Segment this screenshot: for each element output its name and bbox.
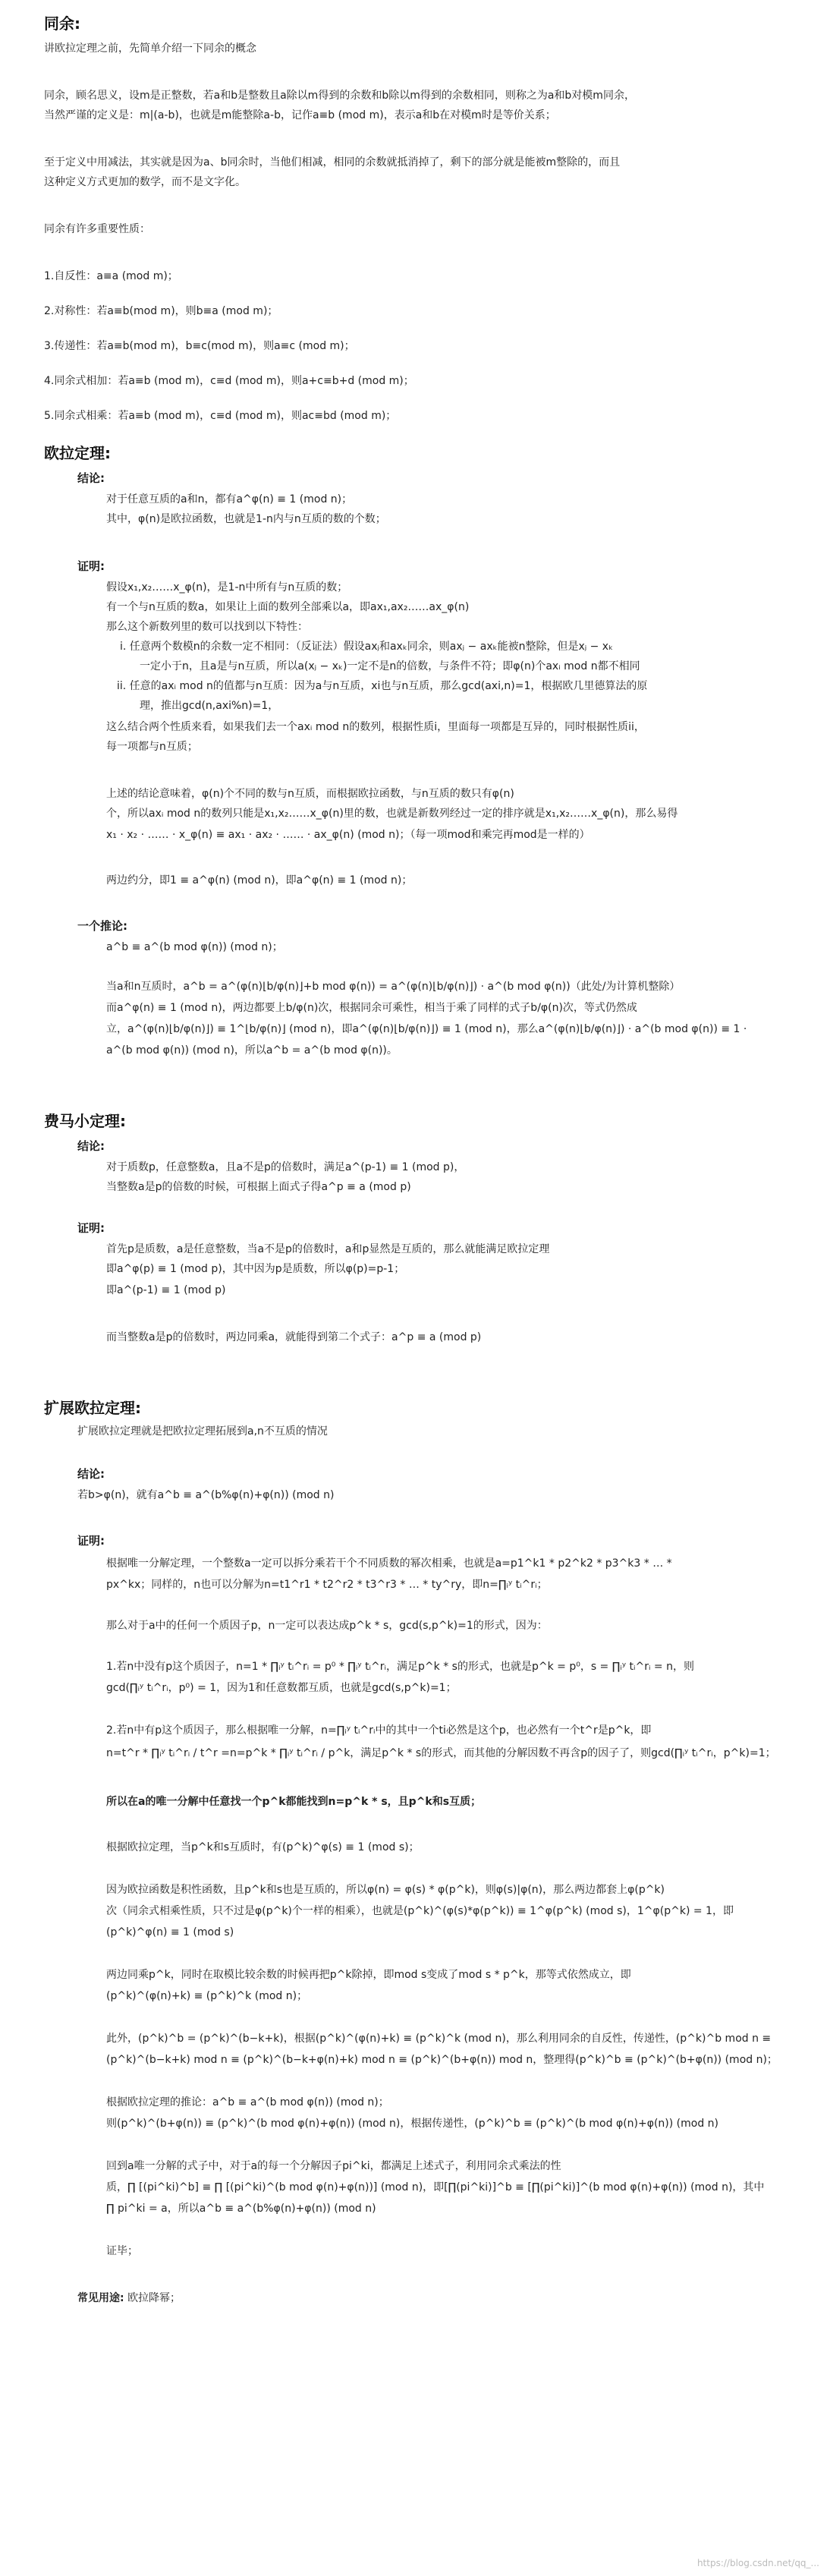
text-line: 上述的结论意味着，φ(n)个不同的数与n互质，而根据欧拉函数，与n互质的数只有φ(n) bbox=[106, 788, 514, 800]
section-title-fermat: 费马小定理: bbox=[44, 1112, 126, 1130]
text-line: (p^k)^(b−k+k) mod n ≡ (p^k)^(b−k+φ(n)+k) mod n ≡ (p^k)^(b+φ(n)) mod n，整理得(p^k)^b ≡ (p^k)^(b+φ(n)) (mod n)； bbox=[106, 2054, 778, 2066]
text-line: 假设x₁,x₂……x_φ(n)，是1-n中所有与n互质的数； bbox=[106, 581, 348, 594]
conclusion-label: 结论: bbox=[77, 471, 105, 485]
text-line: 那么对于a中的任何一个质因子p，n一定可以表达成p^k * s，gcd(s,p^k)=1的形式，因为： bbox=[106, 1620, 548, 1632]
proof-label: 证明: bbox=[77, 559, 105, 573]
text-line: 而a^φ(n) ≡ 1 (mod n)，两边都要上b/φ(n)次，根据同余可乘性，相当于乘了同样的式子b/φ(n)次，等式仍然成 bbox=[106, 1002, 637, 1014]
section-title-congruence: 同余: bbox=[44, 14, 80, 33]
formula-line: a^b ≡ a^(b mod φ(n)) (mod n)； bbox=[106, 941, 283, 953]
text-line: 每一项都与n互质； bbox=[106, 741, 198, 753]
text-line: 这么结合两个性质来看，如果我们去一个axᵢ mod n的数列，根据性质i，里面每一项都是互异的，同时根据性质ii， bbox=[106, 721, 645, 733]
section-title-extended-euler: 扩展欧拉定理: bbox=[44, 1399, 141, 1417]
text-line: 当整数a是p的倍数的时候，可根据上面式子得a^p ≡ a (mod p) bbox=[106, 1181, 411, 1193]
formula-line: (p^k)^φ(n) ≡ 1 (mod s) bbox=[106, 1926, 234, 1938]
text-line: 即a^(p-1) ≡ 1 (mod p) bbox=[106, 1284, 226, 1296]
text-line: 个，所以axᵢ mod n的数列只能是x₁,x₂……x_φ(n)里的数，也就是新数列经过一定的排序就是x₁,x₂……x_φ(n)，那么易得 bbox=[106, 808, 678, 820]
list-item: 5.同余式相乘：若a≡b (mod m)，c≡d (mod m)，则ac≡bd (mod m)； bbox=[44, 410, 397, 422]
section-title-euler: 欧拉定理: bbox=[44, 444, 111, 462]
formula-line: 若b>φ(n)，就有a^b ≡ a^(b%φ(n)+φ(n)) (mod n) bbox=[77, 1489, 335, 1501]
formula-line: (p^k)^(φ(n)+k) ≡ (p^k)^k (mod n)； bbox=[106, 1990, 308, 2002]
list-item: 1.自反性：a≡a (mod m)； bbox=[44, 270, 178, 282]
watermark: https://blog.csdn.net/qq_... bbox=[696, 2558, 819, 2568]
text-line: 质，∏ [(pi^ki)^b] ≡ ∏ [(pi^ki)^(b mod φ(n)+φ(n))] (mod n)，即[∏(pi^ki)]^b ≡ [∏(pi^ki)]^(b mod φ(n)+φ(n)) (mod n)，其中 bbox=[106, 2181, 765, 2193]
text-line: 同余有许多重要性质： bbox=[44, 223, 150, 235]
proof-label: 证明: bbox=[77, 1221, 105, 1235]
text-line: 回到a唯一分解的式子中，对于a的每一个分解因子pi^ki，都满足上述式子，利用同余式乘法的性 bbox=[106, 2160, 561, 2172]
formula-line: ∏ pi^ki = a，所以a^b ≡ a^(b%φ(n)+φ(n)) (mod n) bbox=[106, 2203, 376, 2215]
text-line: 扩展欧拉定理就是把欧拉定理拓展到a,n不互质的情况 bbox=[77, 1425, 328, 1438]
conclusion-label: 结论: bbox=[77, 1467, 105, 1481]
formula-line: 两边约分，即1 ≡ a^φ(n) (mod n)，即a^φ(n) ≡ 1 (mod n)； bbox=[106, 874, 413, 886]
text-line: n=t^r * ∏ᵢʸ tᵢ^rᵢ / t^r =n=p^k * ∏ᵢʸ tᵢ^rᵢ / p^k，满足p^k * s的形式，而其他的分解因数不再含p的因子了，则gcd(∏ᵢʸ tᵢ^rᵢ，p^k)=1； bbox=[106, 1747, 776, 1759]
text-line: 1.若n中没有p这个质因子，n=1 * ∏ᵢʸ tᵢ^rᵢ = p⁰ * ∏ᵢʸ tᵢ^rᵢ，满足p^k * s的形式，也就是p^k = p⁰，s = ∏ᵢʸ tᵢ^rᵢ = n，则 bbox=[106, 1661, 694, 1673]
text-line: 理，推出gcd(n,axi%n)=1， bbox=[140, 700, 279, 712]
text-line: 对于质数p，任意整数a，且a不是p的倍数时，满足a^(p-1) ≡ 1 (mod p)， bbox=[106, 1161, 465, 1173]
formula-line: x₁ · x₂ · …… · x_φ(n) ≡ ax₁ · ax₂ · …… · ax_φ(n) (mod n)；（每一项mod和乘完再mod是一样的） bbox=[106, 829, 590, 841]
text-line: 根据唯一分解定理，一个整数a一定可以拆分乘若干个不同质数的幂次相乘，也就是a=p1^k1 * p2^k2 * p3^k3 * … * bbox=[106, 1557, 672, 1570]
text-line: 此外，(p^k)^b = (p^k)^(b−k+k)，根据(p^k)^(φ(n)+k) ≡ (p^k)^k (mod n)，那么利用同余的自反性，传递性，(p^k)^b mod n ≡ bbox=[106, 2033, 772, 2045]
key-statement: 所以在a的唯一分解中任意找一个p^k都能找到n=p^k * s，且p^k和s互质； bbox=[106, 1796, 482, 1808]
text-line: 证毕； bbox=[106, 2245, 138, 2257]
usage-label: 常见用途: bbox=[77, 2292, 124, 2304]
list-item: 2.对称性：若a≡b(mod m)，则b≡a (mod m)； bbox=[44, 305, 278, 317]
usage-text: 欧拉降幂； bbox=[127, 2292, 181, 2304]
list-item: 4.同余式相加：若a≡b (mod m)，c≡d (mod m)，则a+c≡b+d (mod m)； bbox=[44, 375, 414, 387]
text-line: 根据欧拉定理的推论：a^b ≡ a^(b mod φ(n)) (mod n)； bbox=[106, 2096, 389, 2108]
text-line: 因为欧拉函数是积性函数，且p^k和s也是互质的，所以φ(n) = φ(s) * φ(p^k)，则φ(s)|φ(n)，那么两边都套上φ(p^k) bbox=[106, 1884, 665, 1896]
text-line: px^kx；同样的，n也可以分解为n=t1^r1 * t2^r2 * t3^r3 * … * ty^ry，即n=∏ᵢʸ tᵢ^rᵢ； bbox=[106, 1579, 548, 1591]
text-line: 有一个与n互质的数a，如果让上面的数列全部乘以a，即ax₁,ax₂……ax_φ(n) bbox=[106, 601, 470, 613]
text-line: 这种定义方式更加的数学，而不是文字化。 bbox=[44, 176, 246, 188]
text-line: 同余，顾名思义，设m是正整数，若a和b是整数且a除以m得到的余数和b除以m得到的余数相同，则称之为a和b对模m同余， bbox=[44, 90, 635, 102]
text-line: 两边同乘p^k，同时在取模比较余数的时候再把p^k除掉，即mod s变成了mod s * p^k，那等式依然成立，即 bbox=[106, 1969, 631, 1981]
text-line: 至于定义中用减法，其实就是因为a、b同余时，当他们相减，相同的余数就抵消掉了，剩下的部分就是能被m整除的，而且 bbox=[44, 156, 621, 168]
text-line: 那么这个新数列里的数可以找到以下特性： bbox=[106, 621, 308, 633]
conclusion-label: 结论: bbox=[77, 1139, 105, 1153]
text-line: 而当整数a是p的倍数时，两边同乘a，就能得到第二个式子：a^p ≡ a (mod p) bbox=[106, 1331, 482, 1343]
text-line: ii. 任意的axᵢ mod n的值都与n互质：因为a与n互质，xi也与n互质，那么gcd(axi,n)=1，根据欧几里德算法的原 bbox=[117, 680, 648, 692]
text-line: 2.若n中有p这个质因子，那么根据唯一分解，n=∏ᵢʸ tᵢ^rᵢ中的其中一个ti必然是这个p，也必然有一个t^r是p^k，即 bbox=[106, 1724, 652, 1737]
list-item: 3.传递性：若a≡b(mod m)，b≡c(mod m)，则a≡c (mod m)； bbox=[44, 340, 355, 352]
text-line: 一定小于n，且a是与n互质，所以a(xⱼ − xₖ)一定不是n的倍数，与条件不符；即φ(n)个axᵢ mod n都不相同 bbox=[140, 660, 640, 672]
text-line: 立，a^(φ(n)⌊b/φ(n)⌋) ≡ 1^⌊b/φ(n)⌋ (mod n)，即a^(φ(n)⌊b/φ(n)⌋) ≡ 1 (mod n)，那么a^(φ(n)⌊b/φ(n)⌋) · a^(b mod φ(n)) ≡ 1 · bbox=[106, 1023, 747, 1035]
text-line: 当然严谨的定义是：m|(a-b)，也就是m能整除a-b，记作a≡b (mod m)，表示a和b在对模m时是等价关系； bbox=[44, 109, 556, 121]
text-line: 根据欧拉定理，当p^k和s互质时，有(p^k)^φ(s) ≡ 1 (mod s)； bbox=[106, 1841, 420, 1853]
corollary-label: 一个推论: bbox=[77, 919, 127, 933]
text-line: 首先p是质数，a是任意整数，当a不是p的倍数时，a和p显然是互质的，那么就能满足欧拉定理 bbox=[106, 1243, 550, 1255]
text-line: 其中，φ(n)是欧拉函数，也就是1-n内与n互质的数的个数； bbox=[106, 513, 386, 525]
proof-label: 证明: bbox=[77, 1534, 105, 1548]
text-line: gcd(∏ᵢʸ tᵢ^rᵢ，p⁰) = 1，因为1和任意数都互质，也就是gcd(s,p^k)=1； bbox=[106, 1682, 457, 1694]
text-line: 讲欧拉定理之前，先简单介绍一下同余的概念 bbox=[44, 43, 256, 55]
text-line: 对于任意互质的a和n，都有a^φ(n) ≡ 1 (mod n)； bbox=[106, 493, 353, 505]
text-line: 次（同余式相乘性质，只不过是φ(p^k)个一样的相乘），也就是(p^k)^(φ(s)*φ(p^k)) ≡ 1^φ(p^k) (mod s)，1^φ(p^k) = 1，即 bbox=[106, 1905, 734, 1917]
text-line: i. 任意两个数模n的余数一定不相同：（反证法）假设axⱼ和axₖ同余，则axⱼ − axₖ能被n整除，但是xⱼ − xₖ bbox=[120, 641, 614, 653]
text-line: a^(b mod φ(n)) (mod n)，所以a^b = a^(b mod φ(n))。 bbox=[106, 1044, 398, 1057]
text-line: 当a和n互质时，a^b = a^(φ(n)⌊b/φ(n)⌋+b mod φ(n)) = a^(φ(n)⌊b/φ(n)⌋) · a^(b mod φ(n))（此处/为计算机整除） bbox=[106, 981, 681, 993]
text-line: 即a^φ(p) ≡ 1 (mod p)，其中因为p是质数，所以φ(p)=p-1； bbox=[106, 1263, 405, 1275]
text-line: 则(p^k)^(b+φ(n)) ≡ (p^k)^(b mod φ(n)+φ(n)) (mod n)，根据传递性，(p^k)^b ≡ (p^k)^(b mod φ(n)+φ(n)) (mod n) bbox=[106, 2118, 719, 2130]
